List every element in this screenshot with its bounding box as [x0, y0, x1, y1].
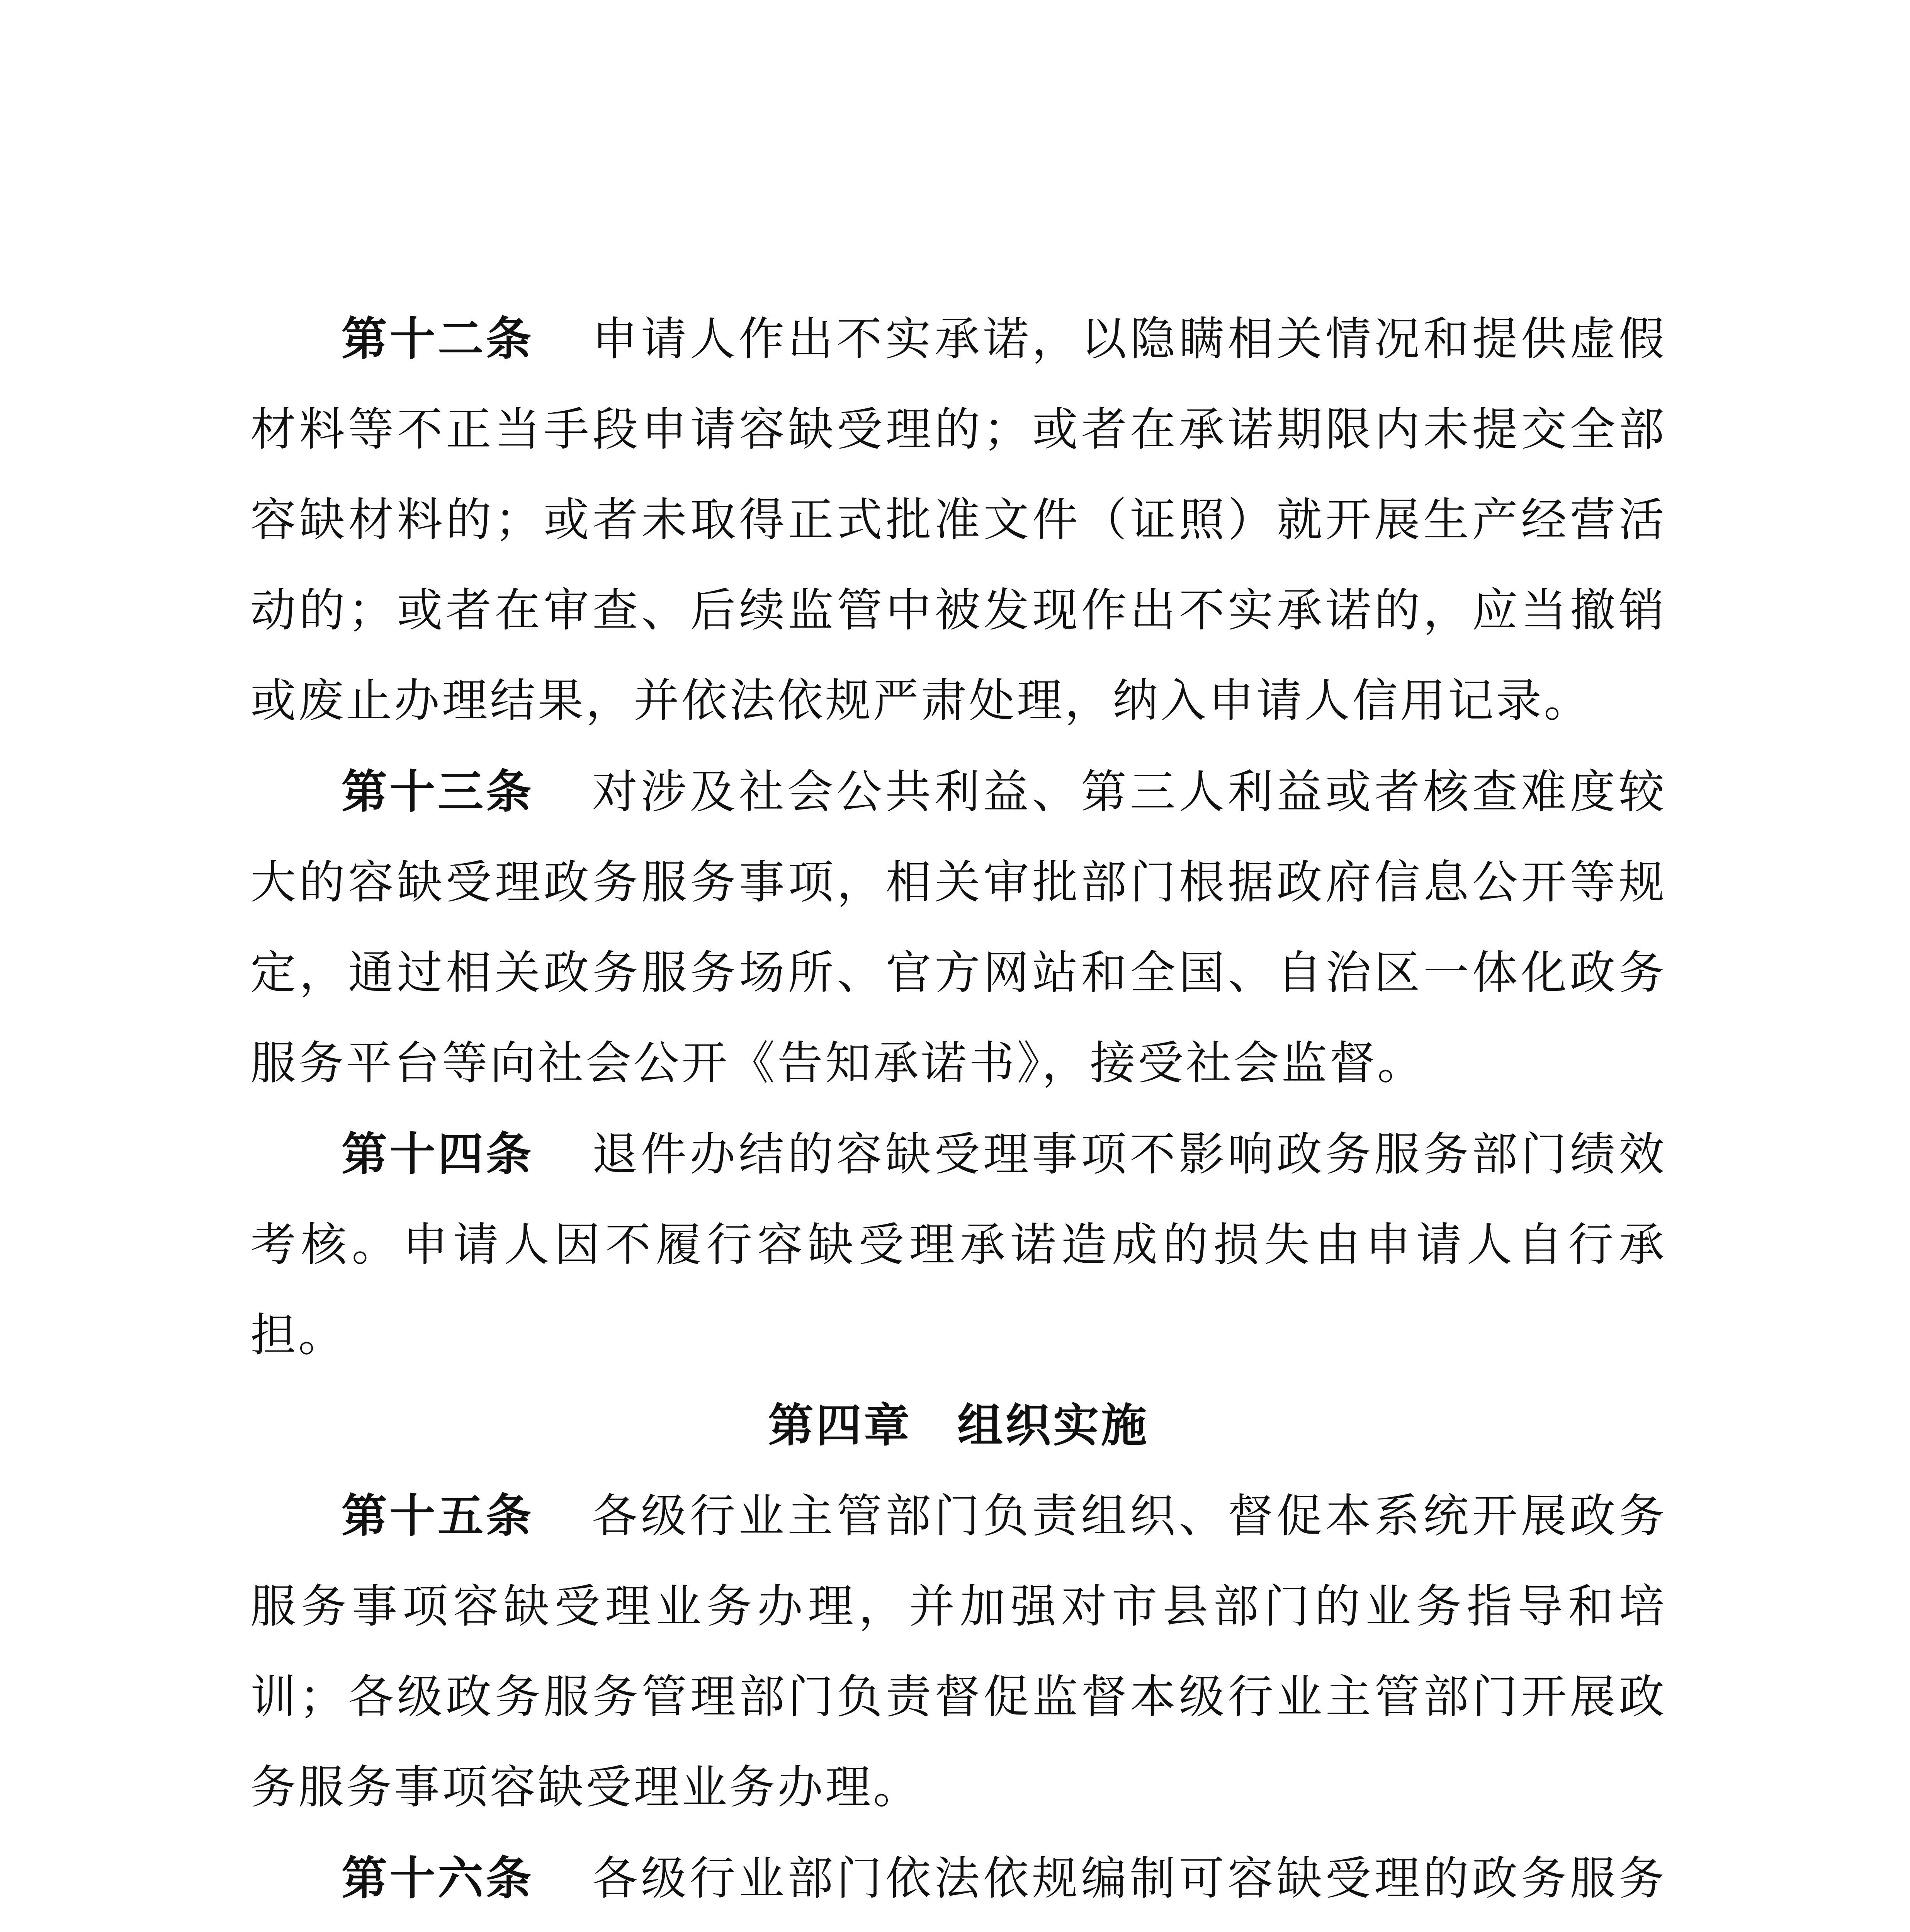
article-12-number: 第十二条 [342, 312, 534, 366]
article-12-text: 申请人作出不实承诺，以隐瞒相关情况和提供虚假材料等不正当手段申请容缺受理的；或者在承诺期限内未提交全部容缺材料的；或者未取得正式批准文件（证照）就开展生产经营活动的；或者在审查、后续监管中被发现作出不实承诺的，应当撤销或废止办理结果，并依法依规严肃处理，纳入申请人信用记录。 [250, 312, 1667, 727]
article-15 [250, 1471, 1667, 1832]
article-16-text: 各级行业部门依法依规编制可容缺受理的政务服务 [592, 1852, 1667, 1905]
chapter-heading [250, 1380, 1667, 1471]
document-body [250, 294, 1667, 1932]
article-14-number: 第十四条 [342, 1128, 534, 1181]
article-12 [250, 294, 1667, 746]
article-13-number: 第十三条 [342, 765, 534, 818]
chapter-number: 第四章 [768, 1399, 912, 1452]
article-15-text: 各级行业主管部门负责组织、督促本系统开展政务服务事项容缺受理业务办理，并加强对市县部门的业务指导和培训；各级政务服务管理部门负责督促监督本级行业主管部门开展政务服务事项容缺受理业务办理。 [250, 1489, 1667, 1814]
article-16 [250, 1833, 1667, 1932]
article-13-text: 对涉及社会公共利益、第三人利益或者核查难度较大的容缺受理政务服务事项，相关审批部门根据政府信息公开等规定，通过相关政务服务场所、官方网站和全国、自治区一体化政务服务平台等向社会公开《告知承诺书》，接受社会监督。 [250, 765, 1667, 1090]
article-14-text: 退件办结的容缺受理事项不影响政务服务部门绩效考核。申请人因不履行容缺受理承诺造成的损失由申请人自行承担。 [250, 1128, 1667, 1362]
article-15-number: 第十五条 [342, 1489, 534, 1543]
article-14 [250, 1109, 1667, 1380]
article-13 [250, 747, 1667, 1108]
chapter-title: 组织实施 [957, 1399, 1149, 1452]
article-16-number: 第十六条 [342, 1852, 534, 1905]
